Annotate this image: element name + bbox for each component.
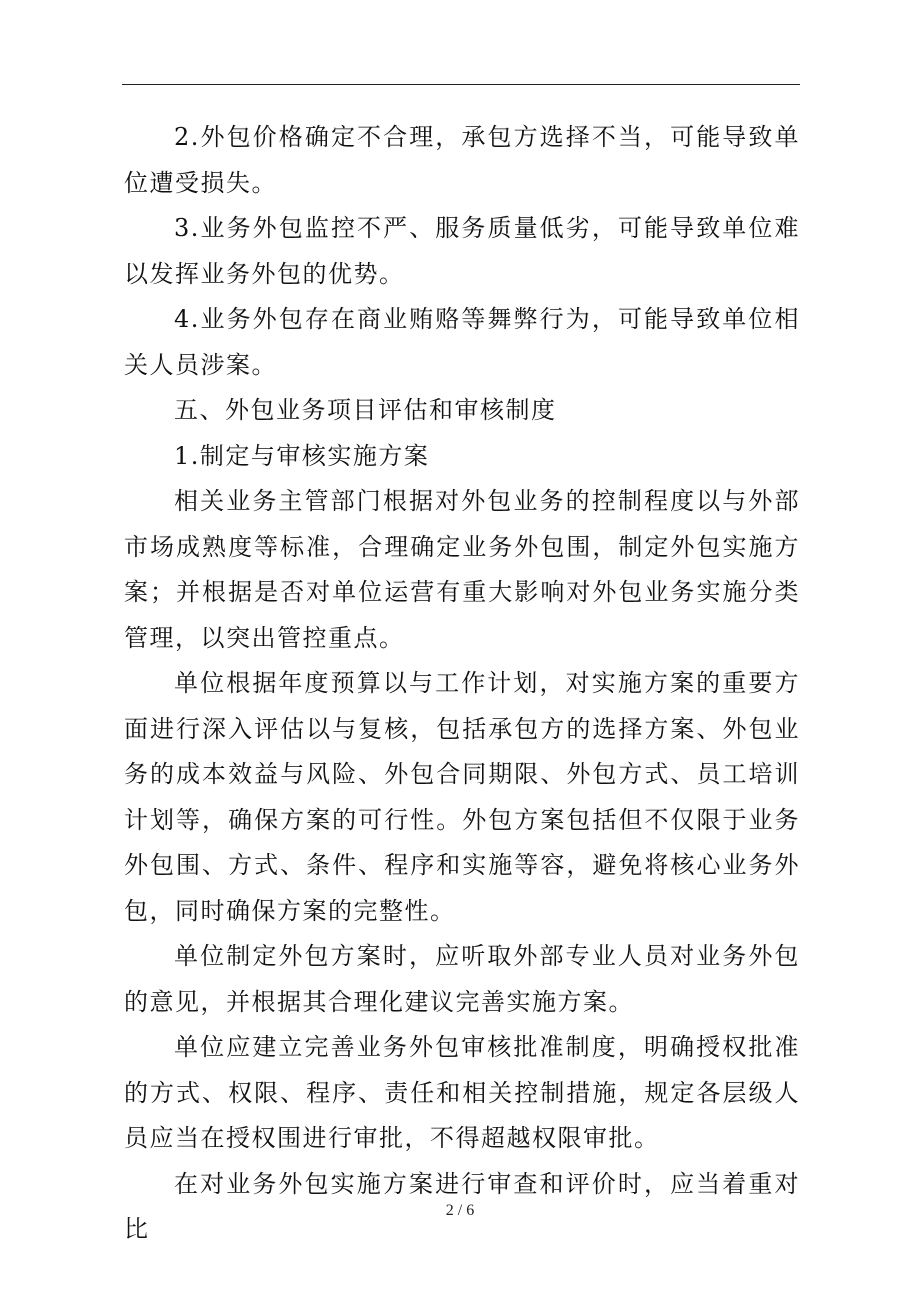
document-body bbox=[124, 115, 800, 1253]
page-number: 2 / 6 bbox=[445, 1202, 475, 1219]
paragraph-body: 在对业务外包实施方案进行审查和评价时，应当着重对比 bbox=[124, 1169, 800, 1243]
section-heading-5: 五、外包业务项目评估和审核制度 bbox=[174, 396, 557, 424]
paragraph-body: 单位应建立完善业务外包审核批准制度，明确授权批准的方式、权限、程序、责任和相关控制措施，规定各层级人员应当在授权围进行审批，不得超越权限审批。 bbox=[124, 1033, 800, 1152]
paragraph-body: 相关业务主管部门根据对外包业务的控制程度以与外部市场成熟度等标准，合理确定业务外包围，制定外包实施方案；并根据是否对单位运营有重大影响对外包业务实施分类管理，以突出管控重点。 bbox=[124, 487, 800, 652]
paragraph-risk-3: 3.业务外包监控不严、服务质量低劣，可能导致单位难以发挥业务外包的优势。 bbox=[124, 214, 800, 288]
paragraph-body: 单位根据年度预算以与工作计划，对实施方案的重要方面进行深入评估以与复核，包括承包方的选择方案、外包业务的成本效益与风险、外包合同期限、外包方式、员工培训计划等，确保方案的可行性。外包方案包括但不仅限于业务外包围、方式、条件、程序和实施等容，避免将核心业务外包，同时确保方案的完整性。 bbox=[124, 669, 800, 925]
subheading-1: 1.制定与审核实施方案 bbox=[174, 441, 430, 470]
paragraph-risk-4: 4.业务外包存在商业贿赂等舞弊行为，可能导致单位相关人员涉案。 bbox=[124, 305, 800, 379]
header-rule bbox=[122, 84, 800, 85]
paragraph-body: 单位制定外包方案时，应听取外部专业人员对业务外包的意见，并根据其合理化建议完善实施方案。 bbox=[124, 942, 800, 1016]
paragraph-risk-2: 2.外包价格确定不合理，承包方选择不当，可能导致单位遭受损失。 bbox=[124, 123, 800, 197]
